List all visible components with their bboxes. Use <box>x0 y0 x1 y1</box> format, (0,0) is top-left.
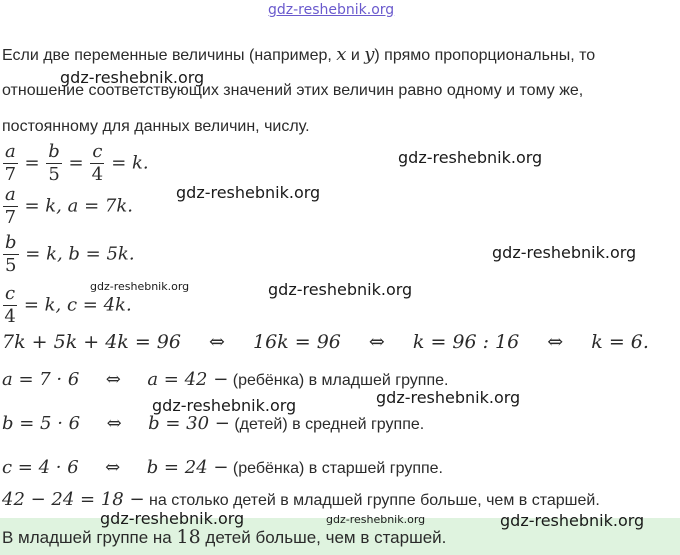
equation-ratios: $\frac{a}{7}$ = $\frac{b}{5}$ = $\frac{c}{4}$ = k. <box>4 141 149 185</box>
fraction-a-7: $\frac{a}{7}$ <box>4 141 17 185</box>
fraction-b-5: $\frac{b}{5}$ <box>48 141 60 185</box>
equation-part: k = 6. <box>591 331 649 353</box>
equation-difference <box>2 489 600 510</box>
equivalence-icon: ⇔ <box>547 331 564 353</box>
watermark: gdz-reshebnik.org <box>376 388 521 407</box>
equation-tail: = k, c = 4k. <box>23 294 132 316</box>
equation-text: на столько детей в младшей группе больше, чем в старшей. <box>144 492 600 509</box>
watermark: gdz-reshebnik.org <box>500 511 645 530</box>
theory-line-1 <box>2 44 595 65</box>
watermark: gdz-reshebnik.org <box>326 513 426 526</box>
equivalence-icon: ⇔ <box>105 457 121 478</box>
equation-part: k = 96 : 16 <box>412 331 520 353</box>
theory-line-2: отношение соответствующих значений этих величин равно одному и тому же, <box>2 82 584 99</box>
equation-sum <box>2 331 649 353</box>
equation-c <box>2 285 132 326</box>
equation-part: a = 7 · 6 <box>2 369 80 390</box>
equation-part: b = 30 − <box>148 413 230 434</box>
equivalence-icon: ⇔ <box>368 331 385 353</box>
equation-young-group <box>2 369 448 390</box>
equation-part: 16k = 96 <box>253 331 341 353</box>
equation-middle-group <box>2 413 424 434</box>
theory-text: ) прямо пропорциональны, то <box>374 47 596 64</box>
equation-old-group <box>2 457 443 478</box>
equivalence-icon: ⇔ <box>209 331 225 353</box>
answer-text: В младшей группе на 18 детей больше, чем в старшей. <box>2 526 447 548</box>
equation-text: (детей) в средней группе. <box>229 416 425 433</box>
watermark: gdz-reshebnik.org <box>268 280 413 299</box>
fraction-a-7: $\frac{a}{7}$ <box>4 184 17 228</box>
equation-part: a = 42 − <box>147 369 229 390</box>
equation-tail: = k. <box>111 152 149 174</box>
equivalence-icon: ⇔ <box>105 369 121 390</box>
watermark: gdz-reshebnik.org <box>90 280 190 293</box>
equivalence-icon: ⇔ <box>106 413 122 434</box>
var-x: x <box>336 44 347 65</box>
equation-part: b = 24 − <box>146 457 229 478</box>
equation-b <box>2 234 135 275</box>
watermark: gdz-reshebnik.org <box>492 243 637 262</box>
equation-tail: = k, a = 7k. <box>24 195 133 217</box>
fraction-c-4: $\frac{c}{4}$ <box>4 283 16 327</box>
watermark: gdz-reshebnik.org <box>60 68 205 87</box>
watermark: gdz-reshebnik.org <box>100 509 245 528</box>
watermark: gdz-reshebnik.org <box>176 183 321 202</box>
fraction-c-4: $\frac{c}{4}$ <box>91 141 104 185</box>
equation-part: 42 − 24 = 18 − <box>2 489 145 510</box>
equation-part: c = 4 · 6 <box>2 457 79 478</box>
theory-text: и <box>346 47 365 64</box>
watermark: gdz-reshebnik.org <box>152 396 297 415</box>
var-y: y <box>364 44 375 65</box>
equation-part: 7k + 5k + 4k = 96 <box>2 331 181 353</box>
watermark: gdz-reshebnik.org <box>398 148 543 167</box>
theory-line-3: постоянному для данных величин, числу. <box>2 118 310 135</box>
fraction-b-5: $\frac{b}{5}$ <box>5 232 17 276</box>
equation-part: b = 5 · 6 <box>2 413 81 434</box>
equation-a <box>2 186 133 227</box>
equation-text: (ребёнка) в младшей группе. <box>228 372 449 389</box>
answer-number: 18 <box>176 526 201 548</box>
watermark-top[interactable]: gdz-reshebnik.org <box>268 2 395 18</box>
equation-tail: = k, b = 5k. <box>25 243 135 265</box>
theory-text: Если две переменные величины (например, <box>2 47 337 64</box>
equation-text: (ребёнка) в старшей группе. <box>228 460 443 477</box>
